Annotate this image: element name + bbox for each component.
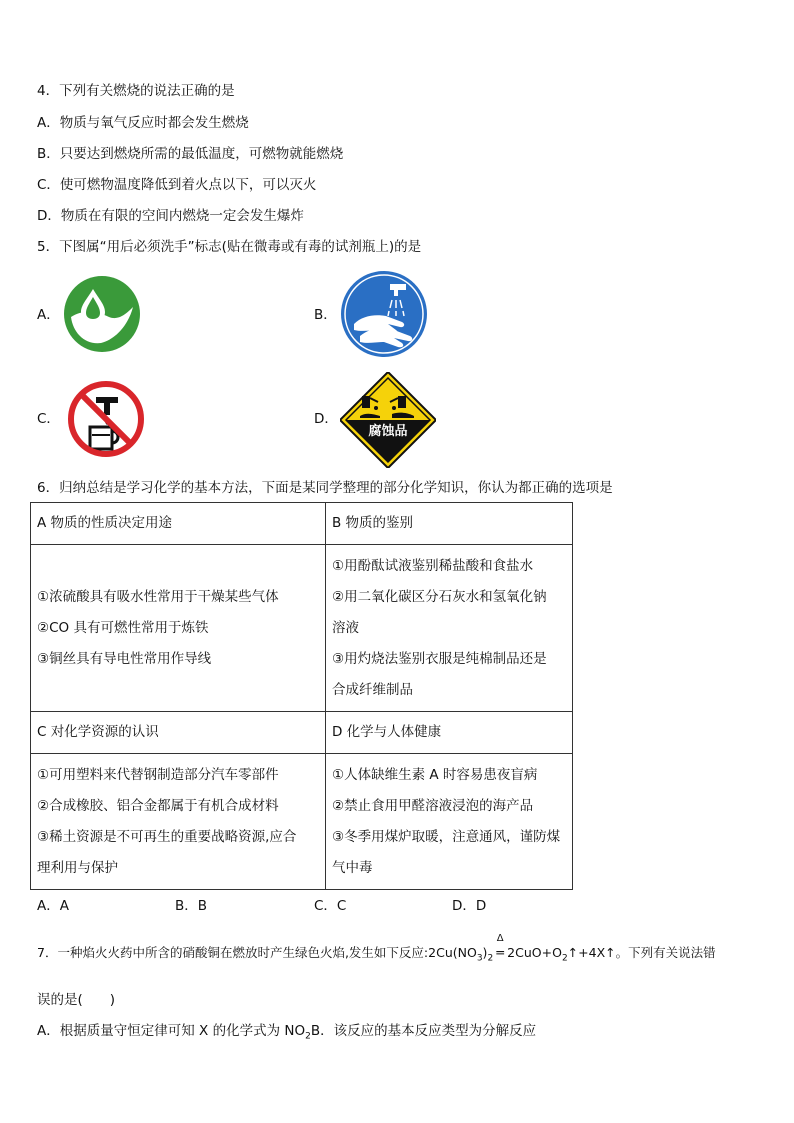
cell-a-body <box>31 545 326 712</box>
cell-a-line: ③铜丝具有导电性常用作导线 <box>37 650 212 667</box>
cell-a-head: A 物质的性质决定用途 <box>31 503 326 545</box>
hand-washing-icon <box>340 270 428 362</box>
q6-stem: 6．归纳总结是学习化学的基本方法，下面是某同学整理的部分化学知识，你认为都正确的选项是 <box>37 480 613 496</box>
q4-option-a: A．物质与氧气反应时都会发生燃烧 <box>37 115 249 131</box>
cell-c-line: ③稀土资源是不可再生的重要战略资源,应合 <box>37 828 297 845</box>
q5-label-c: C． <box>37 411 60 427</box>
q5-stem: 5．下图属“用后必须洗手”标志(贴在微毒或有毒的试剂瓶上)的是 <box>37 239 422 255</box>
q7-tail: ↑+4X↑。下列有关说法错 <box>567 945 716 960</box>
q7-sub: 2 <box>305 1031 311 1042</box>
cell-c-line: ①可用塑料来代替钢制造部分汽车零部件 <box>37 766 279 783</box>
cell-c-head: C 对化学资源的认识 <box>31 712 326 754</box>
q7-sub: 2 <box>487 953 494 964</box>
q7-stem-prefix: 7．一种焰火火药中所含的硝酸铜在燃放时产生绿色火焰,发生如下反应:2Cu(NO <box>37 945 477 960</box>
q7-options <box>37 1021 536 1047</box>
q7-option-b: B．该反应的基本反应类型为分解反应 <box>310 1023 537 1039</box>
q6-answer-c: C．C <box>314 898 347 914</box>
cell-c-line: ②合成橡胶、铝合金都属于有机合成材料 <box>37 797 279 814</box>
corrosive-icon <box>340 372 436 472</box>
heat-condition: Δ ═ <box>493 943 507 963</box>
q7-stem-cont: 误的是( ) <box>37 992 116 1008</box>
corrosive-label: 腐蚀品 <box>368 424 408 439</box>
q5-label-b: B． <box>314 307 337 323</box>
cell-d-line: ①人体缺维生素 A 时容易患夜盲病 <box>332 766 538 783</box>
cell-b-line: 溶液 <box>332 619 359 636</box>
q4-option-d: D．物质在有限的空间内燃烧一定会发生爆炸 <box>37 208 304 224</box>
cell-d-line: ③冬季用煤炉取暖，注意通风，谨防煤 <box>332 828 561 845</box>
q7-option-a: A．根据质量守恒定律可知 X 的化学式为 NO <box>37 1023 306 1039</box>
cell-d-line: ②禁止食用甲醛溶液浸泡的海产品 <box>332 797 534 814</box>
cell-c-line: 理利用与保护 <box>37 859 118 876</box>
q7-stem: 7．一种焰火火药中所含的硝酸铜在燃放时产生绿色火焰,发生如下反应$:2Cu(NO_3)_2$ Δ ═ $2CuO+O_2↑+4X↑$。下列有关说法错 <box>37 943 716 969</box>
delta-symbol: Δ <box>496 933 504 944</box>
cell-d-body <box>326 754 573 890</box>
q6-answer-b: B．B <box>175 898 208 914</box>
q4-stem: 4．下列有关燃烧的说法正确的是 <box>37 83 235 99</box>
cell-b-line: ①用酚酞试液鉴别稀盐酸和食盐水 <box>332 557 534 574</box>
q5-label-d: D． <box>314 411 338 427</box>
q7-sub: 2 <box>561 953 568 964</box>
q7-sub: 3 <box>476 953 483 964</box>
no-drinking-water-icon <box>66 379 146 463</box>
cell-d-head: D 化学与人体健康 <box>326 712 573 754</box>
q5-label-a: A． <box>37 307 60 323</box>
cell-a-line: ①浓硫酸具有吸水性常用于干燥某些气体 <box>37 588 279 605</box>
cell-b-line: ③用灼烧法鉴别衣服是纯棉制品还是 <box>332 650 547 667</box>
q4-option-b: B．只要达到燃烧所需的最低温度，可燃物就能燃烧 <box>37 146 344 162</box>
cell-c-body <box>31 754 326 890</box>
knowledge-table <box>30 502 573 890</box>
cell-b-line: 合成纤维制品 <box>332 681 413 698</box>
cell-a-line: ②CO 具有可燃性常用于炼铁 <box>37 619 209 636</box>
q6-answer-a: A．A <box>37 898 69 914</box>
water-saving-icon <box>63 275 141 357</box>
cell-b-head: B 物质的鉴别 <box>326 503 573 545</box>
cell-b-line: ②用二氧化碳区分石灰水和氢氧化钠 <box>332 588 547 605</box>
q4-option-c: C．使可燃物温度降低到着火点以下，可以灭火 <box>37 177 317 193</box>
cell-d-line: 气中毒 <box>332 859 373 876</box>
q6-answer-d: D．D <box>452 898 487 914</box>
q7-products: 2CuO+O <box>507 945 562 960</box>
cell-b-body <box>326 545 573 712</box>
